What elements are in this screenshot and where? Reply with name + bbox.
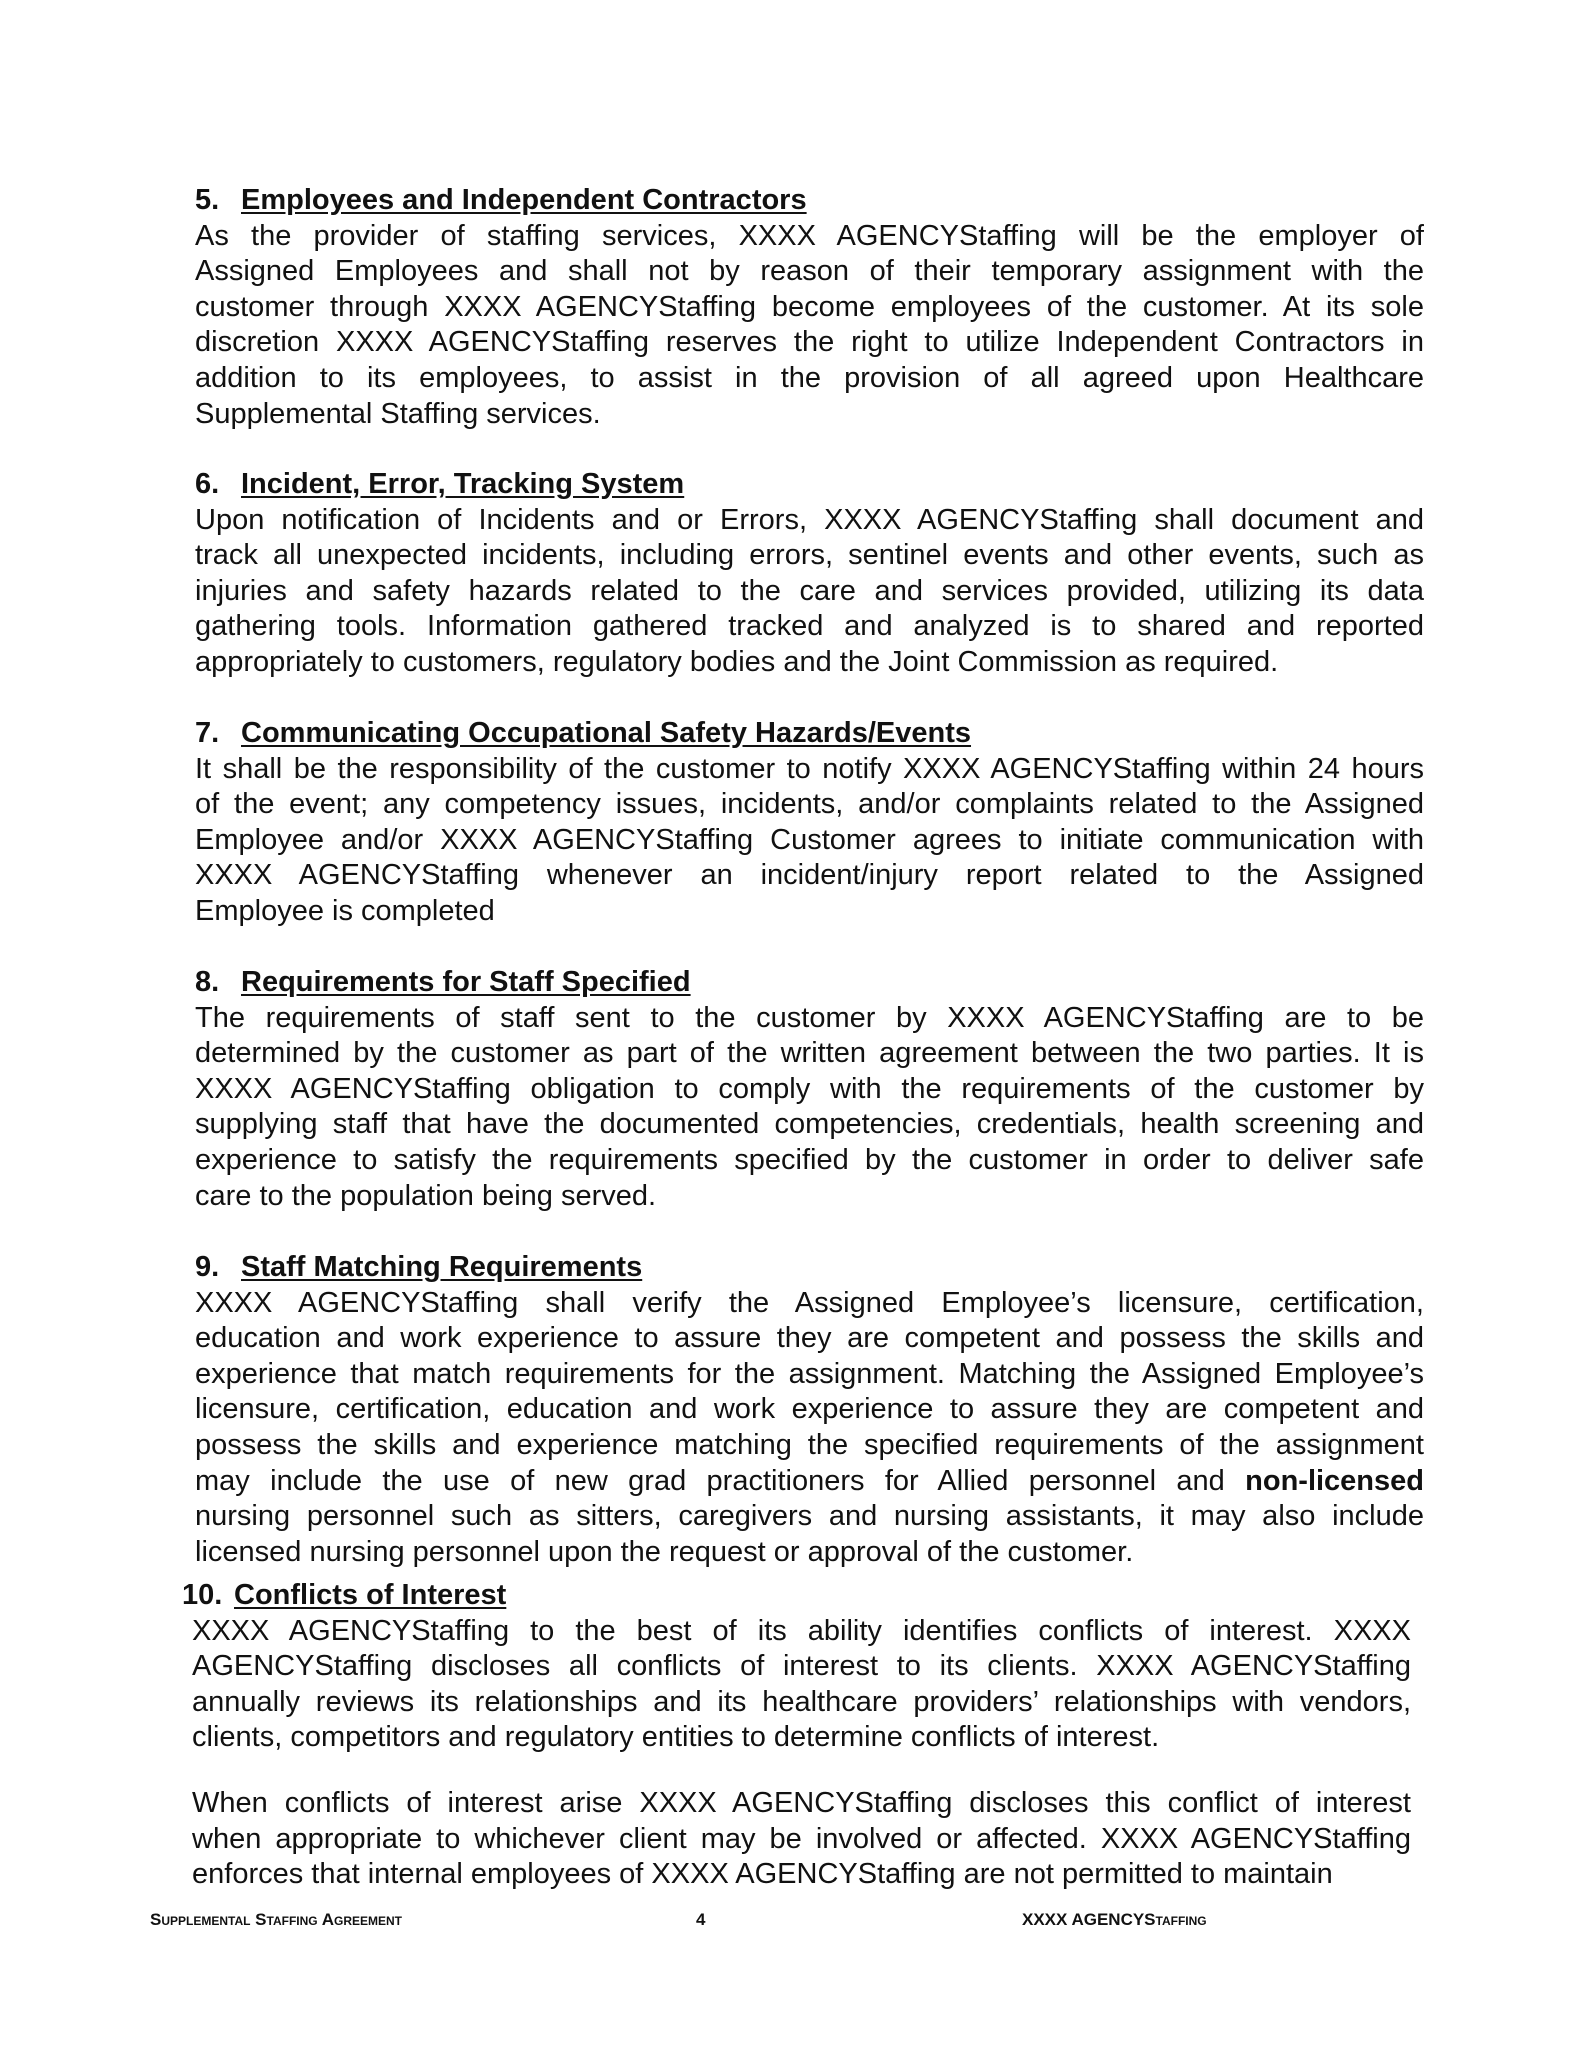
section-paragraph bbox=[192, 1786, 1411, 1893]
paragraph-line: XXXX AGENCYStaffing obligation to comply with the requirements of the customer by bbox=[195, 1072, 1424, 1105]
paragraph-line: gathering tools. Information gathered tracked and analyzed is to shared and reported bbox=[195, 610, 1424, 643]
paragraph-line: of the event; any competency issues, incidents, and/or complaints related to the Assigned bbox=[195, 788, 1424, 821]
section-paragraph bbox=[192, 1614, 1411, 1756]
section-8 bbox=[195, 965, 1424, 1214]
section-number: 8. bbox=[195, 966, 220, 998]
section-number: 9. bbox=[195, 1251, 220, 1283]
section-number: 10. bbox=[182, 1579, 223, 1611]
paragraph-line: track all unexpected incidents, including errors, sentinel events and other events, such as bbox=[195, 539, 1424, 572]
section-title: Conflicts of Interest bbox=[234, 1579, 507, 1611]
paragraph-line: customer through XXXX AGENCYStaffing become employees of the customer. At its sole bbox=[195, 290, 1424, 323]
footer-company-name: XXXX AGENCYStaffing bbox=[1022, 1910, 1207, 1929]
section-heading bbox=[195, 467, 1424, 503]
paragraph-line: Employee is completed bbox=[195, 894, 495, 927]
paragraph-line: Assigned Employees and shall not by reason of their temporary assignment with the bbox=[195, 255, 1424, 288]
section-number: 7. bbox=[195, 717, 220, 749]
section-9 bbox=[195, 1250, 1424, 1570]
paragraph-line: When conflicts of interest arise XXXX AGENCYStaffing discloses this conflict of interest bbox=[192, 1786, 1411, 1819]
footer-document-title: Supplemental Staffing Agreement bbox=[150, 1910, 402, 1929]
paragraph-line: The requirements of staff sent to the customer by XXXX AGENCYStaffing are to be bbox=[195, 1001, 1424, 1034]
paragraph-line: education and work experience to assure they are competent and possess the skills and bbox=[195, 1322, 1424, 1355]
paragraph-line: licensed nursing personnel upon the request or approval of the customer. bbox=[195, 1535, 1134, 1568]
paragraph-line: XXXX AGENCYStaffing to the best of its ability identifies conflicts of interest. XXXX bbox=[192, 1614, 1411, 1647]
section-title: Employees and Independent Contractors bbox=[241, 184, 807, 216]
paragraph-line: AGENCYStaffing discloses all conflicts of interest to its clients. XXXX AGENCYStaffing bbox=[192, 1650, 1411, 1683]
paragraph-line: appropriately to customers, regulatory bodies and the Joint Commission as required. bbox=[195, 645, 1279, 678]
paragraph-line: care to the population being served. bbox=[195, 1179, 657, 1212]
paragraph-line: enforces that internal employees of XXXX AGENCYStaffing are not permitted to maintain bbox=[192, 1858, 1333, 1891]
section-heading bbox=[182, 1578, 1411, 1614]
paragraph-line: determined by the customer as part of the written agreement between the two parties. It is bbox=[195, 1037, 1424, 1070]
paragraph-line bbox=[195, 1464, 1424, 1500]
section-paragraph bbox=[195, 1001, 1424, 1215]
paragraph-line: Supplemental Staffing services. bbox=[195, 397, 601, 430]
section-paragraph bbox=[195, 219, 1424, 433]
section-title: Communicating Occupational Safety Hazards/Events bbox=[241, 717, 972, 749]
paragraph-line: annually reviews its relationships and its healthcare providers’ relationships with vendors, bbox=[192, 1685, 1411, 1718]
paragraph-line: nursing personnel such as sitters, caregivers and nursing assistants, it may also include bbox=[195, 1500, 1424, 1533]
paragraph-line: Upon notification of Incidents and or Errors, XXXX AGENCYStaffing shall document and bbox=[195, 503, 1424, 536]
section-heading bbox=[195, 716, 1424, 752]
section-title: Staff Matching Requirements bbox=[241, 1251, 643, 1283]
paragraph-line: supplying staff that have the documented competencies, credentials, health screening and bbox=[195, 1108, 1424, 1141]
paragraph-line: licensure, certification, education and work experience to assure they are competent and bbox=[195, 1393, 1424, 1426]
paragraph-line: As the provider of staffing services, XXXX AGENCYStaffing will be the employer of bbox=[195, 219, 1424, 252]
paragraph-line: XXXX AGENCYStaffing whenever an incident/injury report related to the Assigned bbox=[195, 859, 1424, 892]
line-text: may include the use of new grad practitioners for Allied personnel and bbox=[195, 1464, 1225, 1497]
section-6 bbox=[195, 467, 1424, 681]
section-heading bbox=[195, 1250, 1424, 1286]
footer-page-number: 4 bbox=[696, 1910, 706, 1929]
section-number: 5. bbox=[195, 184, 220, 216]
section-heading bbox=[195, 183, 1424, 219]
paragraph-line: when appropriate to whichever client may be involved or affected. XXXX AGENCYStaffing bbox=[192, 1822, 1411, 1855]
paragraph-line: experience that match requirements for the assignment. Matching the Assigned Employee’s bbox=[195, 1357, 1424, 1390]
paragraph-line: It shall be the responsibility of the customer to notify XXXX AGENCYStaffing within 24 hours bbox=[195, 752, 1424, 785]
paragraph-line: XXXX AGENCYStaffing shall verify the Assigned Employee’s licensure, certification, bbox=[195, 1286, 1424, 1319]
bold-term: non-licensed bbox=[1245, 1464, 1424, 1497]
section-title: Requirements for Staff Specified bbox=[241, 966, 691, 998]
paragraph-line: possess the skills and experience matching the specified requirements of the assignment bbox=[195, 1428, 1424, 1461]
paragraph-line: Employee and/or XXXX AGENCYStaffing Customer agrees to initiate communication with bbox=[195, 823, 1424, 856]
section-heading bbox=[195, 965, 1424, 1001]
paragraph-line: discretion XXXX AGENCYStaffing reserves the right to utilize Independent Contractors in bbox=[195, 326, 1424, 359]
section-10 bbox=[182, 1578, 1411, 1893]
section-7 bbox=[195, 716, 1424, 930]
section-paragraph bbox=[195, 1286, 1424, 1571]
section-title: Incident, Error, Tracking System bbox=[241, 468, 685, 500]
paragraph-line: addition to its employees, to assist in the provision of all agreed upon Healthcare bbox=[195, 361, 1424, 394]
paragraph-line: experience to satisfy the requirements specified by the customer in order to deliver safe bbox=[195, 1143, 1424, 1176]
section-number: 6. bbox=[195, 468, 220, 500]
paragraph-line: clients, competitors and regulatory entities to determine conflicts of interest. bbox=[192, 1721, 1160, 1754]
section-paragraph bbox=[195, 752, 1424, 930]
paragraph-line: injuries and safety hazards related to the care and services provided, utilizing its data bbox=[195, 574, 1424, 607]
section-paragraph bbox=[195, 503, 1424, 681]
page-footer bbox=[150, 1910, 1300, 1934]
section-5 bbox=[195, 183, 1424, 432]
